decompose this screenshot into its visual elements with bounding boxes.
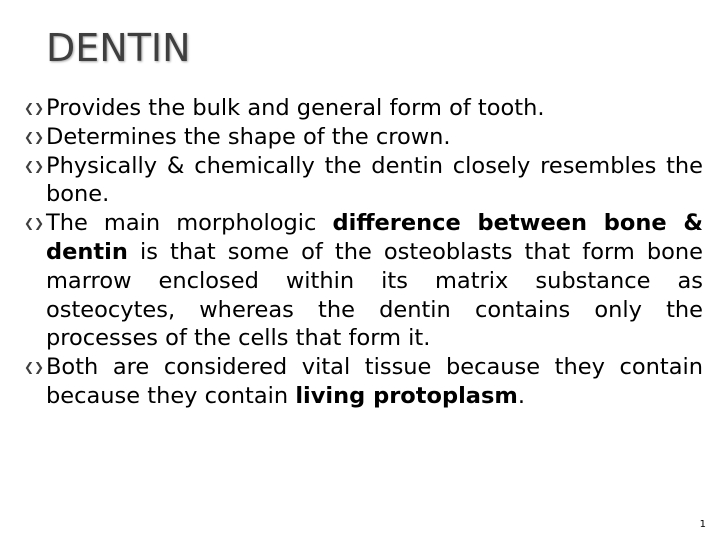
bullet-text-pre: The main morphologic (46, 210, 333, 237)
bullet-text-emphasis: difference between bone & dentin (46, 210, 703, 265)
bullet-item (24, 209, 703, 353)
bullet-text: Determines the shape of the crown. (46, 123, 451, 150)
page-number: 1 (699, 519, 706, 530)
bullet-text: Provides the bulk and general form of tooth. (46, 95, 545, 121)
bullet-text (46, 210, 703, 351)
bullet-text-emphasis: living protoplasm (295, 382, 518, 409)
bullet-item (24, 353, 703, 411)
chevron-bullet-icon: ❮❯ (24, 129, 45, 144)
chevron-bullet-icon: ❮❯ (24, 158, 45, 173)
bullet-text-pre: Both are considered vital tissue because they contain because they contain (46, 354, 703, 409)
bullet-text: Physically & chemically the dentin closely resembles the bone. (46, 152, 703, 208)
bullet-text-post: . (517, 382, 525, 409)
bullet-item (24, 152, 703, 210)
bullet-text-post: is that some of the osteoblasts that form bone marrow enclosed within its matrix substance as osteocytes, whereas the dentin contains only the processes of the cells that form it. (46, 238, 703, 352)
slide-title: DENTIN (46, 26, 191, 70)
chevron-bullet-icon: ❮❯ (24, 360, 45, 375)
chevron-bullet-icon: ❮❯ (24, 101, 45, 115)
chevron-bullet-icon: ❮❯ (24, 216, 45, 231)
bullet-item (24, 123, 703, 152)
bullet-text (46, 354, 703, 409)
bullet-item (24, 94, 703, 123)
bullet-list (24, 94, 703, 411)
